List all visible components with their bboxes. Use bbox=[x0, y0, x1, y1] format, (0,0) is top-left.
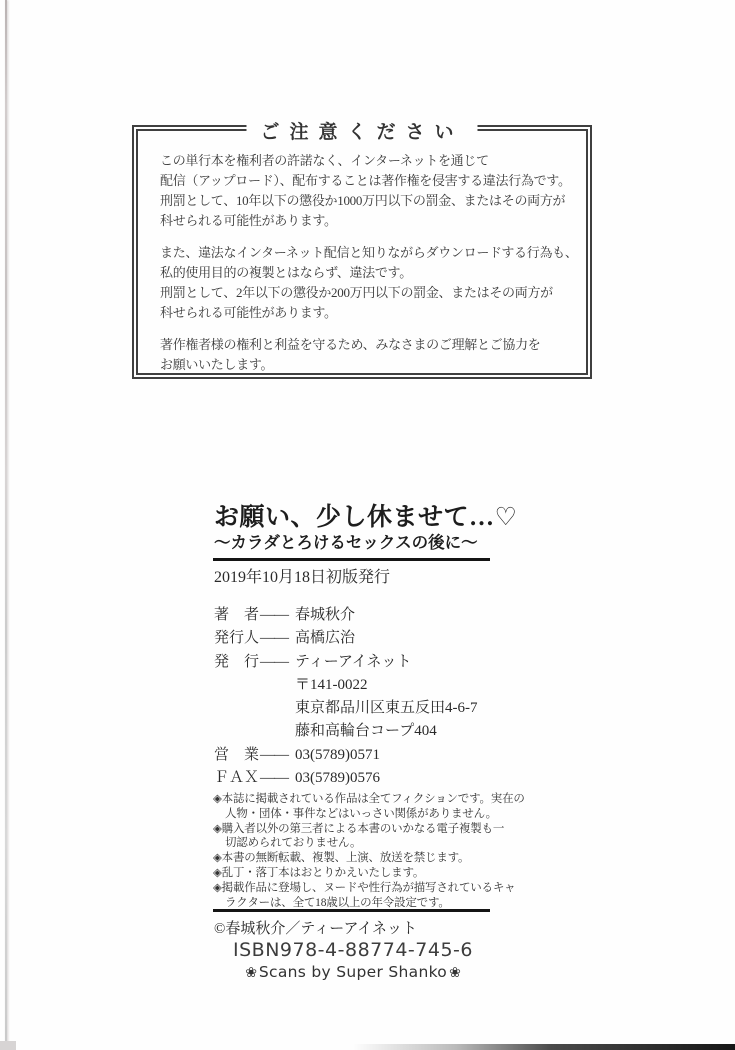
notice-text-line: 科せられる可能性があります。 bbox=[160, 305, 337, 320]
floral-ornament-icon: ❀ bbox=[244, 965, 257, 981]
credit-label: 発行人 bbox=[214, 630, 260, 647]
notice-paragraph-download bbox=[160, 243, 578, 323]
credit-value: 高橋広治 bbox=[295, 630, 356, 647]
notice-text-line: 私的使用目的の複製とはならず、違法です。 bbox=[160, 265, 412, 280]
notice-text-line: また、違法なインターネット配信と知りながらダウンロードする行為も、 bbox=[160, 245, 578, 260]
note-age-statement-cont: ラクターは、全て18歳以上の年令設定です。 bbox=[225, 896, 450, 909]
isbn-number: ISBN978-4-88774-745-6 bbox=[233, 939, 473, 961]
floral-ornament-icon: ❀ bbox=[449, 965, 462, 981]
copyright-divider-rule bbox=[213, 909, 490, 912]
credit-label: 発 行 bbox=[214, 653, 260, 670]
notice-text-line: 刑罰として、10年以下の懲役か1000万円以下の罰金、またはその両方が bbox=[160, 193, 566, 208]
note-age-statement: ◈掲載作品に登場し、ヌードや性行為が描写されているキャ bbox=[213, 881, 516, 894]
notice-text-line: 刑罰として、2年以下の懲役か200万円以下の罰金、またはその両方が bbox=[160, 285, 553, 300]
note-no-reproduction: ◈本書の無断転載、複製、上演、放送を禁じます。 bbox=[213, 852, 470, 865]
credit-dash: ―― bbox=[260, 607, 288, 623]
notice-title: ご注意ください bbox=[246, 117, 477, 144]
credit-row-author bbox=[214, 604, 514, 627]
notice-text-line: この単行本を権利者の許諾なく、インターネットを通じて bbox=[160, 153, 489, 168]
contact-value: 03(5789)0576 bbox=[295, 770, 380, 787]
credit-value: 春城秋介 bbox=[295, 607, 356, 623]
scan-left-edge-artifact bbox=[5, 0, 7, 1050]
note-fiction-disclaimer-cont: 人物・団体・事件などはいっさい関係がありません。 bbox=[225, 807, 497, 820]
credit-row-publisher-person bbox=[214, 627, 514, 650]
copyright-statement: ©春城秋介／ティーアイネット bbox=[214, 921, 417, 937]
contact-value: 03(5789)0571 bbox=[295, 746, 380, 763]
scans-credit-text: Scans by Super Shanko bbox=[258, 963, 448, 981]
contact-label: ＦＡＸ bbox=[214, 770, 260, 787]
credit-dash: ―― bbox=[260, 653, 288, 670]
notice-paragraph-upload bbox=[160, 151, 571, 231]
contact-row-fax bbox=[214, 767, 514, 790]
copyright-notice-box bbox=[132, 122, 592, 379]
scans-credit-line bbox=[214, 963, 492, 981]
notice-text-line: お願いいたします。 bbox=[160, 357, 274, 372]
scan-bottom-edge-artifact bbox=[0, 1044, 735, 1050]
book-subtitle: 〜カラダとろけるセックスの後に〜 bbox=[214, 533, 478, 552]
edition-date: 2019年10月18日初版発行 bbox=[214, 569, 391, 586]
book-title: お願い、少し休ませて…♡ bbox=[214, 504, 518, 531]
credit-dash: ―― bbox=[260, 630, 288, 647]
publication-credits bbox=[214, 604, 514, 790]
note-fiction-disclaimer: ◈本誌に掲載されている作品は全てフィクションです。実在の bbox=[213, 793, 525, 805]
note-defective-copies: ◈乱丁・落丁本はおとりかえいたします。 bbox=[213, 866, 425, 879]
note-electronic-copy-cont: 切認められておりません。 bbox=[225, 837, 362, 850]
notice-text-line: 科せられる可能性があります。 bbox=[160, 213, 337, 228]
legal-notes-list bbox=[213, 792, 525, 910]
notice-body bbox=[138, 131, 586, 375]
notice-paragraph-request bbox=[160, 335, 566, 375]
note-electronic-copy: ◈購入者以外の第三者による本書のいかなる電子複製も一 bbox=[213, 822, 505, 835]
notice-text-line: 著作権者様の権利と利益を守るため、みなさまのご理解とご協力を bbox=[160, 337, 541, 352]
credit-label: 著 者 bbox=[214, 607, 260, 623]
contact-label: 営 業 bbox=[214, 746, 260, 763]
credit-dash: ―― bbox=[260, 770, 288, 787]
publisher-postal-code: 〒141-0022 bbox=[295, 676, 368, 693]
publisher-address-line: 東京都品川区東五反田4-6-7 bbox=[295, 700, 478, 717]
contact-row-sales-phone bbox=[214, 744, 514, 767]
credit-value: ティーアイネット bbox=[295, 653, 412, 670]
credit-row-publisher-company bbox=[214, 651, 514, 674]
notice-text-line: 配信（アップロード）、配布することは著作権を侵害する違法行為です。 bbox=[160, 173, 571, 188]
title-divider-rule bbox=[213, 558, 490, 561]
publisher-address-line: 藤和高輪台コープ404 bbox=[295, 723, 437, 740]
credit-dash: ―― bbox=[260, 746, 288, 763]
